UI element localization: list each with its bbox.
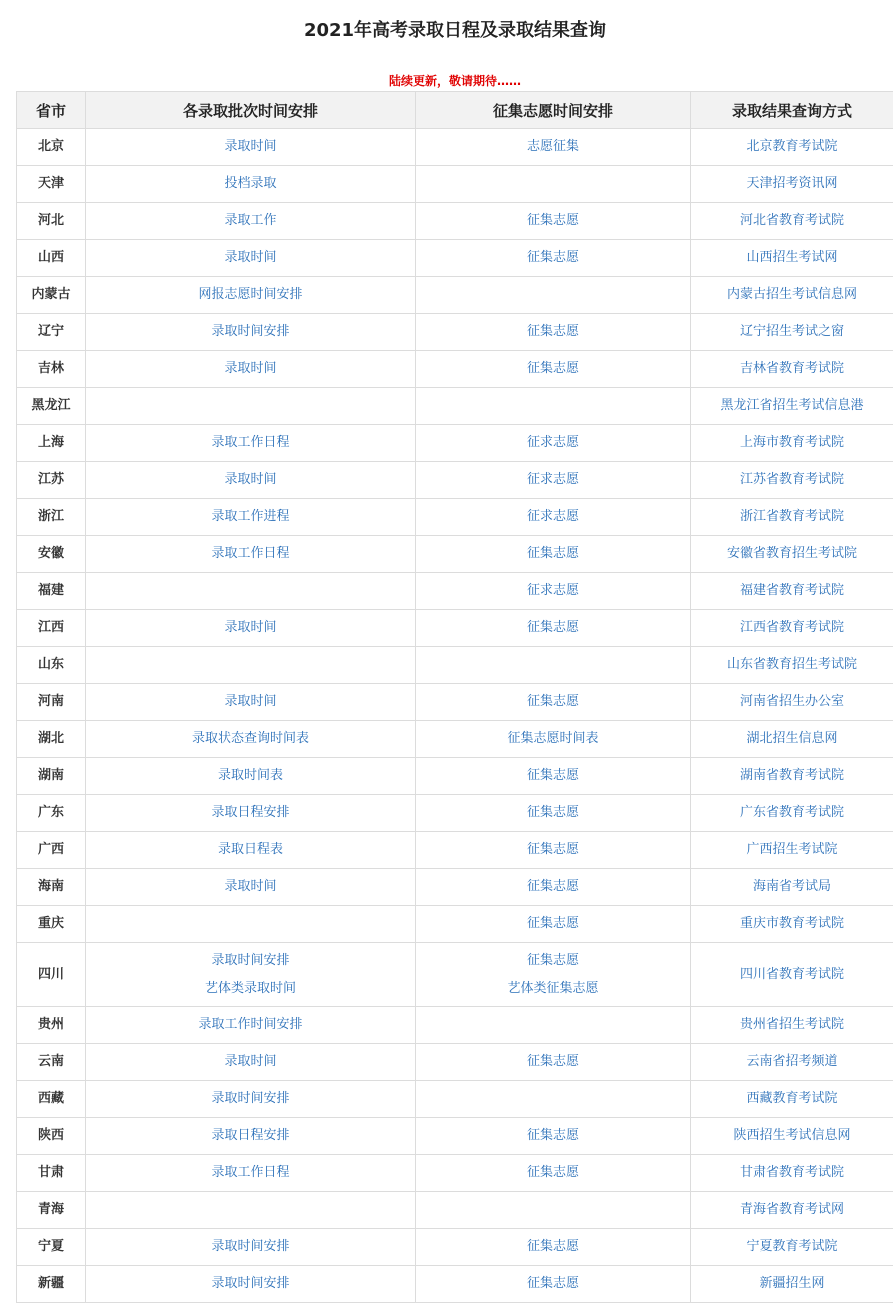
supplement-link[interactable]: 征求志愿 <box>416 577 690 605</box>
table-body <box>17 129 893 1303</box>
supplement-cell <box>416 832 691 869</box>
province-cell: 湖北 <box>17 721 86 758</box>
schedule-cell <box>86 906 416 943</box>
supplement-cell <box>416 425 691 462</box>
schedule-cell <box>86 647 416 684</box>
table-row <box>17 721 893 758</box>
supplement-cell <box>416 129 691 166</box>
query-cell <box>691 1155 893 1192</box>
table-row <box>17 166 893 203</box>
province-cell: 上海 <box>17 425 86 462</box>
query-link[interactable]: 四川省教育考试院 <box>691 961 893 989</box>
supplement-cell <box>416 240 691 277</box>
schedule-cell <box>86 425 416 462</box>
schedule-cell <box>86 573 416 610</box>
province-cell: 广东 <box>17 795 86 832</box>
supplement-cell <box>416 610 691 647</box>
province-cell: 北京 <box>17 129 86 166</box>
province-cell: 江西 <box>17 610 86 647</box>
supplement-link[interactable]: 征集志愿 <box>416 1122 690 1150</box>
supplement-link[interactable]: 征集志愿 <box>416 836 690 864</box>
province-cell: 江苏 <box>17 462 86 499</box>
supplement-link[interactable]: 艺体类征集志愿 <box>416 975 690 1003</box>
supplement-cell <box>416 721 691 758</box>
table-row <box>17 758 893 795</box>
table-row <box>17 1118 893 1155</box>
query-cell <box>691 425 893 462</box>
schedule-link[interactable]: 录取时间 <box>86 614 415 642</box>
schedule-link[interactable]: 录取时间 <box>86 244 415 272</box>
query-cell <box>691 277 893 314</box>
schedule-cell <box>86 943 416 1007</box>
province-cell: 青海 <box>17 1192 86 1229</box>
query-cell <box>691 1192 893 1229</box>
table-row <box>17 610 893 647</box>
province-cell: 山东 <box>17 647 86 684</box>
supplement-cell <box>416 1266 691 1303</box>
update-notice: 陆续更新，敬请期待…… <box>0 72 893 89</box>
schedule-cell <box>86 1007 416 1044</box>
table-row <box>17 1007 893 1044</box>
supplement-link[interactable]: 征集志愿 <box>416 244 690 272</box>
schedule-link[interactable]: 录取时间安排 <box>86 1085 415 1113</box>
supplement-cell <box>416 277 691 314</box>
query-link[interactable]: 贵州省招生考试院 <box>691 1011 893 1039</box>
query-cell <box>691 499 893 536</box>
query-link[interactable]: 湖北招生信息网 <box>691 725 893 753</box>
supplement-cell <box>416 1229 691 1266</box>
schedule-cell <box>86 795 416 832</box>
schedule-link[interactable]: 录取工作进程 <box>86 503 415 531</box>
schedule-link[interactable]: 录取工作日程 <box>86 540 415 568</box>
supplement-cell <box>416 573 691 610</box>
query-cell <box>691 795 893 832</box>
schedule-link[interactable]: 录取时间安排 <box>86 318 415 346</box>
schedule-cell <box>86 1081 416 1118</box>
schedule-link[interactable]: 艺体类录取时间 <box>86 975 415 1003</box>
query-cell <box>691 832 893 869</box>
supplement-cell <box>416 1081 691 1118</box>
schedule-cell <box>86 462 416 499</box>
schedule-cell <box>86 388 416 425</box>
schedule-link[interactable]: 录取时间 <box>86 1048 415 1076</box>
province-cell: 海南 <box>17 869 86 906</box>
table-row <box>17 1229 893 1266</box>
schedule-link[interactable]: 录取工作 <box>86 207 415 235</box>
province-cell: 贵州 <box>17 1007 86 1044</box>
schedule-cell <box>86 499 416 536</box>
table-row <box>17 240 893 277</box>
query-link[interactable]: 宁夏教育考试院 <box>691 1233 893 1261</box>
supplement-link[interactable]: 征集志愿 <box>416 1048 690 1076</box>
table-row <box>17 351 893 388</box>
supplement-link[interactable]: 征求志愿 <box>416 466 690 494</box>
supplement-link[interactable]: 征集志愿 <box>416 318 690 346</box>
query-cell <box>691 129 893 166</box>
query-cell <box>691 1266 893 1303</box>
schedule-link[interactable]: 投档录取 <box>86 170 415 198</box>
province-cell: 吉林 <box>17 351 86 388</box>
supplement-cell <box>416 351 691 388</box>
table-row <box>17 203 893 240</box>
supplement-cell <box>416 943 691 1007</box>
schedule-cell <box>86 1044 416 1081</box>
supplement-link[interactable]: 征集志愿 <box>416 762 690 790</box>
supplement-cell <box>416 1007 691 1044</box>
schedule-link[interactable]: 录取日程安排 <box>86 799 415 827</box>
query-link[interactable]: 福建省教育考试院 <box>691 577 893 605</box>
query-link[interactable]: 天津招考资讯网 <box>691 170 893 198</box>
table-row <box>17 1266 893 1303</box>
schedule-link[interactable]: 录取时间 <box>86 688 415 716</box>
query-link[interactable]: 湖南省教育考试院 <box>691 762 893 790</box>
supplement-link[interactable]: 征集志愿 <box>416 1270 690 1298</box>
query-cell <box>691 314 893 351</box>
schedule-link[interactable]: 录取时间安排 <box>86 947 415 975</box>
schedule-link[interactable]: 录取时间表 <box>86 762 415 790</box>
schedule-cell <box>86 129 416 166</box>
query-link[interactable]: 上海市教育考试院 <box>691 429 893 457</box>
schedule-cell <box>86 721 416 758</box>
table-row <box>17 1081 893 1118</box>
query-link[interactable]: 辽宁招生考试之窗 <box>691 318 893 346</box>
schedule-cell <box>86 869 416 906</box>
province-cell: 浙江 <box>17 499 86 536</box>
query-cell <box>691 1081 893 1118</box>
province-cell: 宁夏 <box>17 1229 86 1266</box>
query-cell <box>691 240 893 277</box>
province-cell: 云南 <box>17 1044 86 1081</box>
province-cell: 河北 <box>17 203 86 240</box>
query-cell <box>691 721 893 758</box>
province-cell: 黑龙江 <box>17 388 86 425</box>
query-link[interactable]: 西藏教育考试院 <box>691 1085 893 1113</box>
province-cell: 内蒙古 <box>17 277 86 314</box>
schedule-cell <box>86 1229 416 1266</box>
supplement-link[interactable]: 征集志愿 <box>416 873 690 901</box>
province-cell: 四川 <box>17 943 86 1007</box>
province-cell: 广西 <box>17 832 86 869</box>
query-cell <box>691 1118 893 1155</box>
schedule-cell <box>86 314 416 351</box>
supplement-cell <box>416 1118 691 1155</box>
schedule-cell <box>86 351 416 388</box>
query-link[interactable]: 山东省教育招生考试院 <box>691 651 893 679</box>
schedule-cell <box>86 684 416 721</box>
query-link[interactable]: 安徽省教育招生考试院 <box>691 540 893 568</box>
province-cell: 湖南 <box>17 758 86 795</box>
schedule-link[interactable]: 录取日程安排 <box>86 1122 415 1150</box>
query-link[interactable]: 海南省考试局 <box>691 873 893 901</box>
supplement-cell <box>416 314 691 351</box>
supplement-cell <box>416 1155 691 1192</box>
query-link[interactable]: 山西招生考试网 <box>691 244 893 272</box>
query-cell <box>691 1007 893 1044</box>
table-row <box>17 277 893 314</box>
province-cell: 安徽 <box>17 536 86 573</box>
schedule-link[interactable]: 录取日程表 <box>86 836 415 864</box>
table-row <box>17 943 893 1007</box>
query-cell <box>691 1229 893 1266</box>
query-link[interactable]: 新疆招生网 <box>691 1270 893 1298</box>
supplement-cell <box>416 388 691 425</box>
schedule-link[interactable]: 录取时间 <box>86 355 415 383</box>
schedule-cell <box>86 610 416 647</box>
supplement-link[interactable]: 征集志愿 <box>416 614 690 642</box>
supplement-cell <box>416 906 691 943</box>
table-row <box>17 499 893 536</box>
schedule-link[interactable]: 录取工作时间安排 <box>86 1011 415 1039</box>
table-row <box>17 906 893 943</box>
schedule-cell <box>86 832 416 869</box>
query-link[interactable]: 广西招生考试院 <box>691 836 893 864</box>
province-cell: 重庆 <box>17 906 86 943</box>
supplement-cell <box>416 499 691 536</box>
query-link[interactable]: 河南省招生办公室 <box>691 688 893 716</box>
supplement-link[interactable]: 征集志愿 <box>416 540 690 568</box>
schedule-cell <box>86 1155 416 1192</box>
supplement-link[interactable]: 征集志愿 <box>416 207 690 235</box>
province-cell: 陕西 <box>17 1118 86 1155</box>
query-link[interactable]: 河北省教育考试院 <box>691 207 893 235</box>
table-row <box>17 647 893 684</box>
header-query: 录取结果查询方式 <box>691 92 893 129</box>
table-row <box>17 462 893 499</box>
schedule-link[interactable]: 网报志愿时间安排 <box>86 281 415 309</box>
schedule-link[interactable]: 录取时间安排 <box>86 1233 415 1261</box>
header-schedule: 各录取批次时间安排 <box>86 92 416 129</box>
query-link[interactable]: 内蒙古招生考试信息网 <box>691 281 893 309</box>
supplement-link[interactable]: 征集志愿 <box>416 355 690 383</box>
query-link[interactable]: 北京教育考试院 <box>691 133 893 161</box>
table-row <box>17 684 893 721</box>
admission-table <box>16 91 893 1303</box>
table-row <box>17 314 893 351</box>
schedule-cell <box>86 1118 416 1155</box>
schedule-link[interactable]: 录取工作日程 <box>86 1159 415 1187</box>
supplement-cell <box>416 462 691 499</box>
query-link[interactable]: 江西省教育考试院 <box>691 614 893 642</box>
schedule-link[interactable]: 录取时间安排 <box>86 1270 415 1298</box>
query-cell <box>691 462 893 499</box>
query-link[interactable]: 青海省教育考试网 <box>691 1196 893 1224</box>
supplement-link[interactable]: 征集志愿 <box>416 910 690 938</box>
supplement-cell <box>416 203 691 240</box>
table-row <box>17 1192 893 1229</box>
schedule-cell <box>86 1192 416 1229</box>
query-cell <box>691 166 893 203</box>
schedule-link[interactable]: 录取时间 <box>86 873 415 901</box>
supplement-cell <box>416 536 691 573</box>
supplement-link[interactable]: 征集志愿 <box>416 947 690 975</box>
schedule-cell <box>86 240 416 277</box>
query-cell <box>691 610 893 647</box>
query-cell <box>691 943 893 1007</box>
supplement-link[interactable]: 征集志愿 <box>416 1233 690 1261</box>
query-cell <box>691 906 893 943</box>
table-row <box>17 1155 893 1192</box>
table-row <box>17 536 893 573</box>
schedule-cell <box>86 758 416 795</box>
query-link[interactable]: 广东省教育考试院 <box>691 799 893 827</box>
supplement-cell <box>416 869 691 906</box>
supplement-cell <box>416 166 691 203</box>
query-link[interactable]: 黑龙江省招生考试信息港 <box>691 392 893 420</box>
query-cell <box>691 388 893 425</box>
query-cell <box>691 758 893 795</box>
table-row <box>17 573 893 610</box>
query-link[interactable]: 江苏省教育考试院 <box>691 466 893 494</box>
query-cell <box>691 203 893 240</box>
schedule-cell <box>86 536 416 573</box>
table-row <box>17 832 893 869</box>
province-cell: 福建 <box>17 573 86 610</box>
province-cell: 甘肃 <box>17 1155 86 1192</box>
schedule-cell <box>86 1266 416 1303</box>
query-link[interactable]: 吉林省教育考试院 <box>691 355 893 383</box>
header-supplement: 征集志愿时间安排 <box>416 92 691 129</box>
table-row <box>17 388 893 425</box>
query-cell <box>691 536 893 573</box>
supplement-cell <box>416 647 691 684</box>
province-cell: 辽宁 <box>17 314 86 351</box>
query-link[interactable]: 云南省招考频道 <box>691 1048 893 1076</box>
schedule-cell <box>86 203 416 240</box>
table-row <box>17 869 893 906</box>
supplement-cell <box>416 758 691 795</box>
query-link[interactable]: 浙江省教育考试院 <box>691 503 893 531</box>
supplement-cell <box>416 1044 691 1081</box>
query-cell <box>691 869 893 906</box>
query-cell <box>691 1044 893 1081</box>
supplement-link[interactable]: 征求志愿 <box>416 503 690 531</box>
schedule-cell <box>86 166 416 203</box>
table-row <box>17 795 893 832</box>
supplement-link[interactable]: 征集志愿 <box>416 688 690 716</box>
query-cell <box>691 647 893 684</box>
schedule-link[interactable]: 录取时间 <box>86 133 415 161</box>
query-cell <box>691 684 893 721</box>
table-header-row <box>17 92 893 129</box>
query-link[interactable]: 陕西招生考试信息网 <box>691 1122 893 1150</box>
supplement-cell <box>416 1192 691 1229</box>
table-row <box>17 425 893 462</box>
schedule-link[interactable]: 录取工作日程 <box>86 429 415 457</box>
query-link[interactable]: 甘肃省教育考试院 <box>691 1159 893 1187</box>
schedule-cell <box>86 277 416 314</box>
supplement-link[interactable]: 征集志愿 <box>416 1159 690 1187</box>
supplement-link[interactable]: 志愿征集 <box>416 133 690 161</box>
schedule-link[interactable]: 录取时间 <box>86 466 415 494</box>
query-cell <box>691 351 893 388</box>
province-cell: 山西 <box>17 240 86 277</box>
table-row <box>17 129 893 166</box>
query-link[interactable]: 重庆市教育考试院 <box>691 910 893 938</box>
supplement-link[interactable]: 征集志愿 <box>416 799 690 827</box>
province-cell: 新疆 <box>17 1266 86 1303</box>
query-cell <box>691 573 893 610</box>
supplement-cell <box>416 795 691 832</box>
supplement-link[interactable]: 征集志愿时间表 <box>416 725 690 753</box>
page-title: 2021年高考录取日程及录取结果查询 <box>0 16 893 42</box>
province-cell: 河南 <box>17 684 86 721</box>
header-province: 省市 <box>17 92 86 129</box>
province-cell: 天津 <box>17 166 86 203</box>
schedule-link[interactable]: 录取状态查询时间表 <box>86 725 415 753</box>
province-cell: 西藏 <box>17 1081 86 1118</box>
supplement-cell <box>416 684 691 721</box>
table-row <box>17 1044 893 1081</box>
supplement-link[interactable]: 征求志愿 <box>416 429 690 457</box>
